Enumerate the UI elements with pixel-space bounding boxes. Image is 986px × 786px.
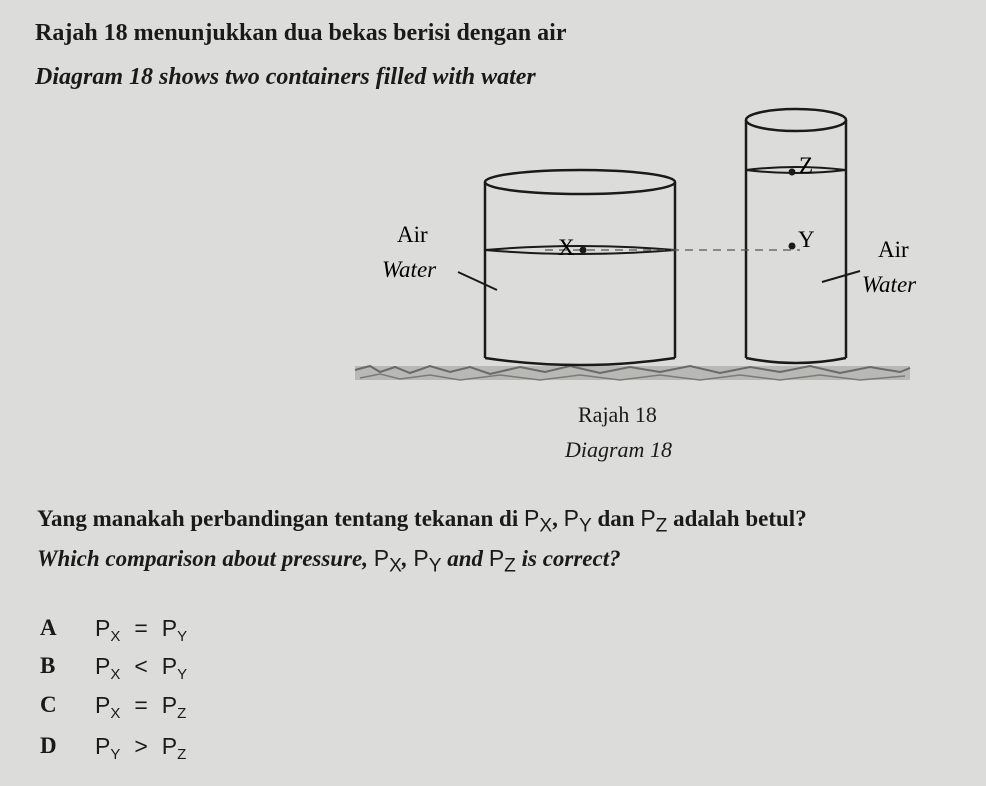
option-expression: $P_Y > P_Z$ xyxy=(95,733,187,763)
option-letter: B xyxy=(40,653,56,678)
left-label-water: Water xyxy=(382,257,437,282)
right-water-surface xyxy=(746,167,846,173)
point-z xyxy=(789,169,796,176)
question-english-prefix: Which comparison about pressure, xyxy=(37,546,374,571)
point-x-label: X xyxy=(558,235,575,260)
pressure-symbol: P xyxy=(640,505,656,531)
right-label-pointer xyxy=(822,271,860,282)
diagram-caption-english: Diagram 18 xyxy=(565,437,672,462)
pressure-symbol: P xyxy=(488,545,505,571)
ground-surface xyxy=(355,366,910,380)
subscript: X xyxy=(539,515,553,537)
question-malay-prefix: Yang manakah perbandingan tentang tekanan di xyxy=(37,506,524,531)
question-english-conj: and xyxy=(447,546,484,571)
question-malay: Yang manakah perbandingan tentang tekanan di $P_X$, $P_Y$ dan $P_Z$ adalah betul? xyxy=(37,505,807,537)
subscript: Y xyxy=(428,555,442,577)
point-y xyxy=(789,243,796,250)
pressure-symbol: P xyxy=(413,545,429,571)
right-label-water: Water xyxy=(862,272,917,297)
option-expression: $P_X = P_Z$ xyxy=(95,692,187,722)
question-malay-conj: dan xyxy=(597,506,635,531)
point-y-label: Y xyxy=(798,227,815,252)
option-expression: $P_X < P_Y$ xyxy=(95,653,188,683)
subscript: Y xyxy=(578,515,592,537)
intro-malay: Rajah 18 menunjukkan dua bekas berisi dengan air xyxy=(35,20,567,46)
intro-english: Diagram 18 shows two containers filled with water xyxy=(35,64,536,90)
option-letter: A xyxy=(40,615,57,640)
left-label-pointer xyxy=(458,272,497,290)
question-malay-suffix: adalah betul? xyxy=(667,506,807,531)
point-z-label: Z xyxy=(799,153,814,178)
pressure-symbol: P xyxy=(523,505,540,531)
question-english-suffix: is correct? xyxy=(515,546,621,571)
subscript: X xyxy=(389,555,402,577)
left-label-air: Air xyxy=(397,222,428,247)
right-label-air: Air xyxy=(878,237,909,262)
subscript: Z xyxy=(655,515,668,537)
pressure-symbol: P xyxy=(373,545,390,571)
option-letter: C xyxy=(40,692,57,717)
point-x xyxy=(580,247,587,254)
diagram-caption-malay: Rajah 18 xyxy=(578,402,657,427)
question-english: Which comparison about pressure, $P_X$, $P_Y$ and $P_Z$ is correct? xyxy=(37,545,621,577)
pressure-symbol: P xyxy=(563,505,579,531)
subscript: Z xyxy=(504,555,516,577)
option-expression: $P_X = P_Y$ xyxy=(95,615,188,645)
option-letter: D xyxy=(40,733,57,758)
right-container xyxy=(746,109,846,363)
left-container xyxy=(485,170,675,365)
